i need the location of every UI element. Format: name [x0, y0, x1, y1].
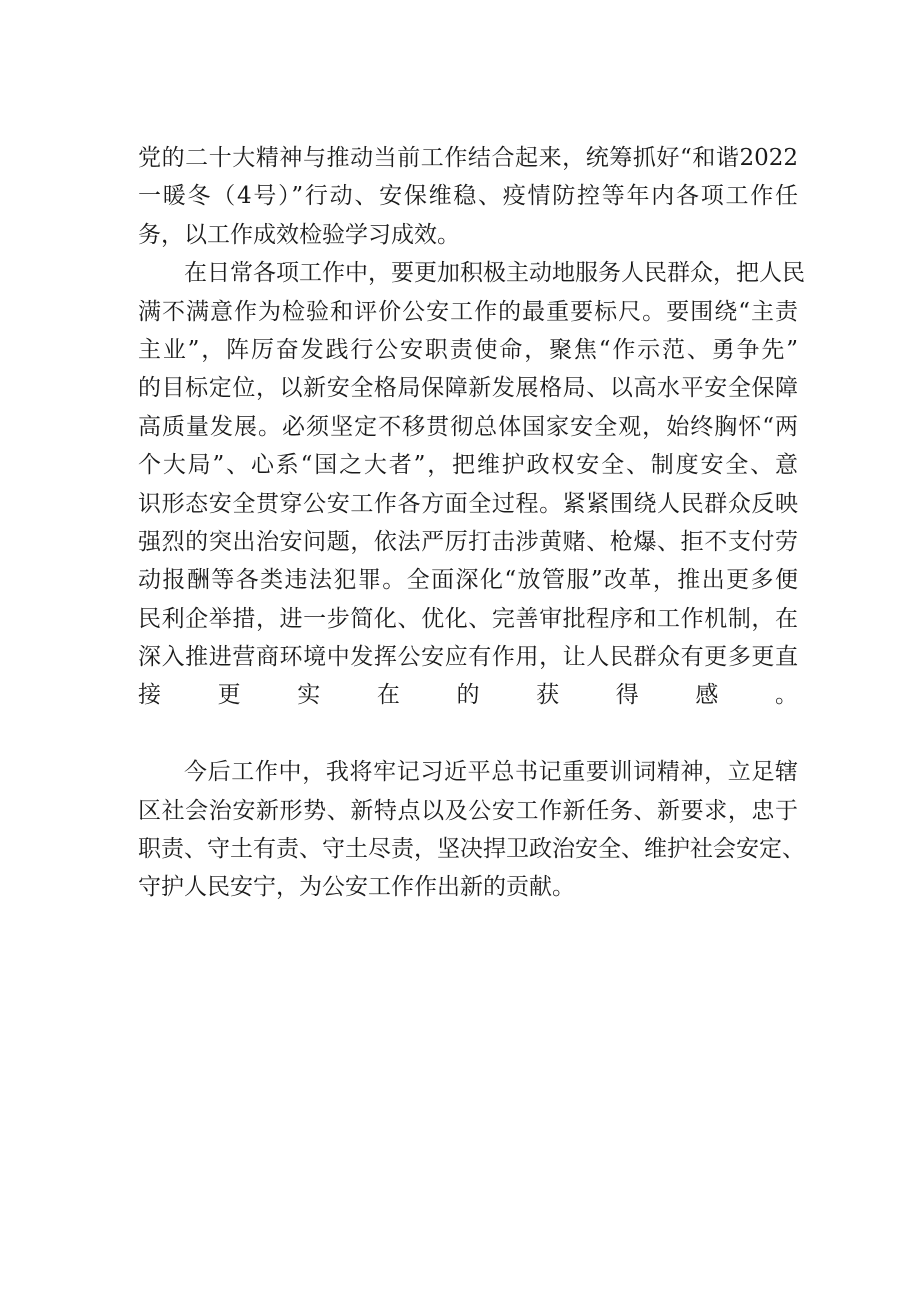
paragraph-2-line-4: 的目标定位，以新安全格局保障新发展格局、以高水平安全保障 — [138, 375, 798, 402]
document-body — [138, 139, 805, 907]
paragraph-2-line-10: 民利企举措，进一步简化、优化、完善审批程序和工作机制，在 — [138, 605, 798, 632]
paragraph-3-line-2: 区社会治安新形势、新特点以及公安工作新任务、新要求，忠于 — [138, 797, 798, 824]
paragraph-2-line-8: 强烈的突出治安问题，依法严厉打击涉黄赌、枪爆、拒不支付劳 — [138, 528, 798, 555]
paragraph-1-line-2: 一暖冬（4号）”行动、安保维稳、疫情防控等年内各项工作任 — [138, 183, 798, 210]
paragraph-2-line-7: 识形态安全贯穿公安工作各方面全过程。紧紧围绕人民群众反映 — [138, 490, 798, 517]
paragraph-1-line-1: 党的二十大精神与推动当前工作结合起来，统筹抓好“和谐2022 — [138, 145, 798, 171]
paragraph-2-line-13 — [138, 715, 798, 753]
paragraph-2-line-11: 深入推进营商环境中发挥公安应有作用，让人民群众有更多更直 — [138, 644, 798, 671]
paragraph-2-line-2: 满不满意作为检验和评价公安工作的最重要标尺。要围绕“主责 — [138, 298, 798, 325]
paragraph-2-line-6: 个大局”、心系“国之大者”，把维护政权安全、制度安全、意 — [138, 452, 798, 479]
paragraph-3-line-1: 今后工作中，我将牢记习近平总书记重要训词精神，立足辖 — [184, 759, 798, 786]
paragraph-3-line-4: 守护人民安宁，为公安工作作出新的贡献。 — [138, 874, 575, 901]
paragraph-2-line-9: 动报酬等各类违法犯罪。全面深化“放管服”改革，推出更多便 — [138, 567, 798, 594]
paragraph-2-line-1: 在日常各项工作中，要更加积极主动地服务人民群众，把人民 — [184, 260, 805, 287]
paragraph-3-line-3: 职责、守土有责、守土尽责，坚决捍卫政治安全、维护社会安定、 — [138, 836, 805, 863]
paragraph-2-line-12: 接更实在的获得感。 — [138, 682, 798, 709]
paragraph-1-line-3: 务，以工作成效检验学习成效。 — [138, 221, 460, 248]
paragraph-2-line-3: 主业”，阵厉奋发践行公安职责使命，聚焦“作示范、勇争先” — [138, 336, 798, 363]
paragraph-2-line-5: 高质量发展。必须坚定不移贯彻总体国家安全观，始终胸怀“两 — [138, 413, 798, 440]
